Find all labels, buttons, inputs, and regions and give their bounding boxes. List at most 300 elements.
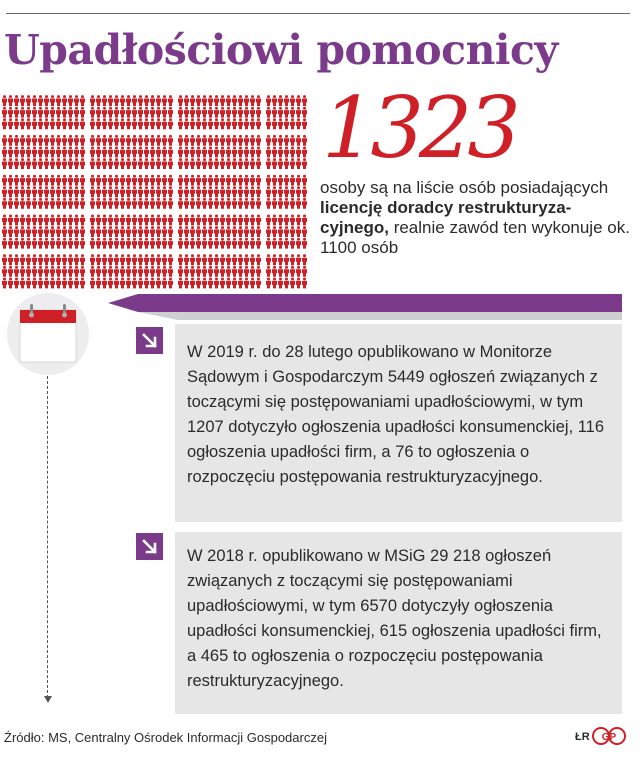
person-icon: [26, 158, 31, 169]
person-icon: [96, 198, 101, 209]
person-icon: [108, 118, 113, 129]
person-icon: [68, 254, 73, 265]
person-icon: [120, 238, 125, 249]
person-icon: [90, 135, 95, 146]
person-icon: [178, 226, 183, 237]
person-icon: [62, 147, 67, 158]
person-icon: [8, 107, 13, 118]
person-icon: [32, 135, 37, 146]
person-icon: [90, 118, 95, 129]
person-icon: [278, 147, 283, 158]
person-icon: [74, 215, 79, 226]
person-icon: [290, 186, 295, 197]
person-icon: [114, 226, 119, 237]
person-icon: [266, 215, 271, 226]
person-icon: [120, 226, 125, 237]
person-icon: [168, 95, 173, 106]
person-icon: [272, 186, 277, 197]
person-icon: [2, 278, 7, 289]
person-icon: [96, 226, 101, 237]
person-icon: [208, 238, 213, 249]
person-icon: [2, 215, 7, 226]
person-icon: [156, 226, 161, 237]
person-icon: [244, 278, 249, 289]
person-icon: [208, 95, 213, 106]
person-icon: [302, 95, 307, 106]
person-icon: [114, 254, 119, 265]
person-icon: [26, 215, 31, 226]
person-icon: [266, 278, 271, 289]
person-icon: [62, 254, 67, 265]
person-icon: [278, 95, 283, 106]
person-icon: [196, 158, 201, 169]
person-icon: [244, 186, 249, 197]
person-icon: [290, 198, 295, 209]
person-icon: [38, 198, 43, 209]
person-icon: [202, 107, 207, 118]
person-icon: [126, 186, 131, 197]
person-icon: [150, 215, 155, 226]
person-icon: [132, 107, 137, 118]
person-icon: [178, 238, 183, 249]
person-icon: [232, 175, 237, 186]
person-icon: [8, 198, 13, 209]
person-icon: [290, 95, 295, 106]
person-icon: [150, 147, 155, 158]
person-icon: [138, 147, 143, 158]
person-icon: [190, 198, 195, 209]
person-icon: [2, 175, 7, 186]
person-icon: [226, 95, 231, 106]
person-icon: [290, 175, 295, 186]
person-icon: [290, 238, 295, 249]
person-icon: [162, 95, 167, 106]
person-icon: [2, 226, 7, 237]
person-icon: [250, 198, 255, 209]
timeline-line: [47, 376, 48, 698]
person-icon: [144, 215, 149, 226]
person-icon: [250, 278, 255, 289]
person-icon: [80, 158, 85, 169]
person-icon: [132, 215, 137, 226]
person-icon: [266, 135, 271, 146]
person-icon: [272, 254, 277, 265]
top-rule: [6, 13, 630, 14]
person-icon: [50, 118, 55, 129]
person-icon: [102, 135, 107, 146]
person-icon: [96, 278, 101, 289]
person-icon: [226, 158, 231, 169]
person-icon: [190, 186, 195, 197]
person-icon: [44, 95, 49, 106]
person-icon: [232, 147, 237, 158]
person-icon: [20, 226, 25, 237]
person-icon: [2, 254, 7, 265]
person-icon: [162, 147, 167, 158]
person-icon: [102, 95, 107, 106]
person-icon: [96, 118, 101, 129]
person-icon: [156, 118, 161, 129]
person-icon: [44, 158, 49, 169]
person-icon: [32, 107, 37, 118]
person-icon: [20, 158, 25, 169]
person-icon: [50, 226, 55, 237]
person-icon: [266, 158, 271, 169]
person-icon: [26, 266, 31, 277]
person-icon: [232, 266, 237, 277]
person-icon: [156, 278, 161, 289]
person-icon: [144, 135, 149, 146]
person-icon: [38, 266, 43, 277]
person-icon: [8, 118, 13, 129]
person-icon: [68, 226, 73, 237]
person-icon: [120, 175, 125, 186]
person-icon: [80, 175, 85, 186]
person-icon: [62, 226, 67, 237]
person-icon: [184, 95, 189, 106]
person-icon: [202, 198, 207, 209]
person-icon: [266, 95, 271, 106]
person-icon: [108, 215, 113, 226]
person-icon: [80, 118, 85, 129]
stat-description: [320, 178, 630, 258]
person-icon: [190, 175, 195, 186]
person-icon: [8, 95, 13, 106]
person-icon: [226, 198, 231, 209]
person-icon: [168, 226, 173, 237]
person-icon: [108, 175, 113, 186]
person-icon: [8, 238, 13, 249]
pointer-banner: [108, 294, 622, 326]
person-icon: [138, 226, 143, 237]
person-icon: [108, 147, 113, 158]
person-icon: [168, 147, 173, 158]
person-icon: [208, 118, 213, 129]
person-icon: [290, 254, 295, 265]
person-icon: [126, 175, 131, 186]
person-icon: [272, 95, 277, 106]
person-icon: [184, 175, 189, 186]
person-icon: [168, 118, 173, 129]
person-icon: [80, 266, 85, 277]
person-icon: [214, 215, 219, 226]
person-icon: [256, 135, 261, 146]
person-icon: [14, 186, 19, 197]
person-icon: [220, 95, 225, 106]
person-icon: [32, 95, 37, 106]
person-icon: [290, 107, 295, 118]
person-icon: [168, 254, 173, 265]
person-icon: [44, 107, 49, 118]
person-icon: [32, 158, 37, 169]
person-icon: [96, 95, 101, 106]
person-icon: [244, 175, 249, 186]
person-icon: [2, 107, 7, 118]
person-icon: [74, 266, 79, 277]
person-icon: [2, 135, 7, 146]
person-icon: [114, 266, 119, 277]
person-icon: [178, 266, 183, 277]
person-icon: [80, 95, 85, 106]
person-icon: [44, 186, 49, 197]
person-icon: [272, 118, 277, 129]
person-icon: [38, 135, 43, 146]
person-icon: [102, 147, 107, 158]
person-icon: [20, 198, 25, 209]
person-icon: [190, 135, 195, 146]
person-icon: [220, 135, 225, 146]
person-icon: [108, 198, 113, 209]
person-icon: [150, 266, 155, 277]
person-icon: [68, 238, 73, 249]
person-icon: [202, 266, 207, 277]
person-icon: [80, 135, 85, 146]
person-icon: [144, 147, 149, 158]
person-icon: [162, 135, 167, 146]
person-icon: [74, 135, 79, 146]
person-icon: [196, 186, 201, 197]
person-icon: [190, 158, 195, 169]
person-icon: [238, 226, 243, 237]
person-icon: [2, 118, 7, 129]
person-icon: [156, 215, 161, 226]
person-icon: [120, 158, 125, 169]
person-icon: [256, 238, 261, 249]
person-icon: [244, 215, 249, 226]
person-icon: [50, 198, 55, 209]
person-icon: [114, 147, 119, 158]
person-icon: [302, 175, 307, 186]
person-icon: [232, 118, 237, 129]
person-icon: [214, 135, 219, 146]
person-icon: [62, 198, 67, 209]
person-icon: [296, 266, 301, 277]
person-icon: [296, 198, 301, 209]
author-credit: ŁR: [575, 731, 590, 743]
person-icon: [250, 215, 255, 226]
person-icon: [114, 198, 119, 209]
person-icon: [232, 215, 237, 226]
person-icon: [96, 238, 101, 249]
person-icon: [108, 186, 113, 197]
person-icon: [26, 278, 31, 289]
person-icon: [238, 266, 243, 277]
person-icon: [38, 215, 43, 226]
person-icon: [226, 254, 231, 265]
person-icon: [208, 266, 213, 277]
person-icon: [102, 118, 107, 129]
person-icon: [144, 226, 149, 237]
person-icon: [114, 95, 119, 106]
person-icon: [14, 175, 19, 186]
person-icon: [214, 278, 219, 289]
person-icon: [178, 278, 183, 289]
person-icon: [226, 175, 231, 186]
person-icon: [80, 215, 85, 226]
person-icon: [20, 215, 25, 226]
person-icon: [26, 254, 31, 265]
person-icon: [108, 266, 113, 277]
person-icon: [74, 254, 79, 265]
person-icon: [190, 107, 195, 118]
person-icon: [126, 95, 131, 106]
person-icon: [232, 158, 237, 169]
person-icon: [68, 95, 73, 106]
person-icon: [132, 158, 137, 169]
person-icon: [184, 238, 189, 249]
person-icon: [214, 118, 219, 129]
person-icon: [26, 175, 31, 186]
person-icon: [250, 254, 255, 265]
person-icon: [32, 118, 37, 129]
person-icon: [184, 278, 189, 289]
person-icon: [272, 198, 277, 209]
person-icon: [126, 278, 131, 289]
person-icon: [220, 215, 225, 226]
person-icon: [90, 215, 95, 226]
person-icon: [126, 254, 131, 265]
person-icon: [114, 158, 119, 169]
person-icon: [284, 158, 289, 169]
person-icon: [296, 238, 301, 249]
person-icon: [196, 226, 201, 237]
person-icon: [256, 266, 261, 277]
person-icon: [156, 175, 161, 186]
info-card-2018: [175, 532, 622, 714]
person-icon: [184, 254, 189, 265]
person-icon: [80, 254, 85, 265]
person-icon: [74, 226, 79, 237]
person-icon: [178, 107, 183, 118]
person-icon: [14, 158, 19, 169]
person-icon: [178, 186, 183, 197]
person-icon: [278, 158, 283, 169]
person-icon: [32, 175, 37, 186]
person-icon: [120, 147, 125, 158]
person-icon: [178, 147, 183, 158]
person-icon: [20, 135, 25, 146]
person-icon: [232, 135, 237, 146]
person-icon: [214, 147, 219, 158]
person-icon: [232, 238, 237, 249]
person-icon: [32, 215, 37, 226]
person-icon: [244, 158, 249, 169]
person-icon: [296, 215, 301, 226]
person-icon: [290, 147, 295, 158]
person-icon: [250, 266, 255, 277]
person-icon: [32, 198, 37, 209]
person-icon: [56, 186, 61, 197]
person-icon: [296, 226, 301, 237]
person-icon: [56, 175, 61, 186]
person-icon: [38, 254, 43, 265]
person-icon: [226, 238, 231, 249]
person-icon: [132, 238, 137, 249]
person-icon: [138, 266, 143, 277]
person-icon: [220, 226, 225, 237]
person-icon: [208, 215, 213, 226]
person-icon: [102, 107, 107, 118]
person-icon: [20, 175, 25, 186]
person-icon: [284, 186, 289, 197]
person-icon: [190, 238, 195, 249]
person-icon: [8, 175, 13, 186]
person-icon: [80, 147, 85, 158]
page-title: Upadłościowi pomocnicy: [4, 26, 558, 74]
person-icon: [26, 118, 31, 129]
person-icon: [2, 158, 7, 169]
person-icon: [132, 278, 137, 289]
person-icon: [132, 135, 137, 146]
person-icon: [284, 226, 289, 237]
person-icon: [62, 238, 67, 249]
person-icon: [168, 135, 173, 146]
person-icon: [62, 175, 67, 186]
person-icon: [38, 158, 43, 169]
person-icon: [296, 278, 301, 289]
person-icon: [14, 238, 19, 249]
person-icon: [108, 238, 113, 249]
person-icon: [184, 135, 189, 146]
person-icon: [138, 107, 143, 118]
person-icon: [226, 135, 231, 146]
person-icon: [120, 198, 125, 209]
person-icon: [108, 278, 113, 289]
person-icon: [238, 278, 243, 289]
person-icon: [96, 158, 101, 169]
person-icon: [220, 147, 225, 158]
person-icon: [44, 135, 49, 146]
person-icon: [126, 158, 131, 169]
person-icon: [8, 266, 13, 277]
person-icon: [208, 135, 213, 146]
person-icon: [302, 238, 307, 249]
person-icon: [138, 198, 143, 209]
gp-logo-icon: [592, 726, 626, 746]
person-icon: [250, 226, 255, 237]
person-icon: [126, 118, 131, 129]
person-icon: [90, 175, 95, 186]
person-icon: [150, 135, 155, 146]
person-icon: [26, 135, 31, 146]
person-icon: [284, 254, 289, 265]
person-icon: [144, 186, 149, 197]
person-icon: [278, 254, 283, 265]
person-icon: [90, 107, 95, 118]
person-icon: [302, 107, 307, 118]
person-icon: [202, 158, 207, 169]
person-icon: [162, 107, 167, 118]
person-icon: [44, 238, 49, 249]
person-icon: [226, 186, 231, 197]
person-icon: [120, 266, 125, 277]
person-icon: [114, 215, 119, 226]
person-icon: [250, 175, 255, 186]
person-icon: [184, 147, 189, 158]
person-icon: [226, 215, 231, 226]
person-icon: [196, 278, 201, 289]
person-icon: [38, 147, 43, 158]
person-icon: [250, 107, 255, 118]
person-icon: [114, 278, 119, 289]
person-icon: [162, 198, 167, 209]
person-icon: [266, 175, 271, 186]
person-icon: [8, 186, 13, 197]
person-icon: [220, 254, 225, 265]
person-icon: [290, 226, 295, 237]
person-icon: [284, 266, 289, 277]
person-icon: [120, 186, 125, 197]
